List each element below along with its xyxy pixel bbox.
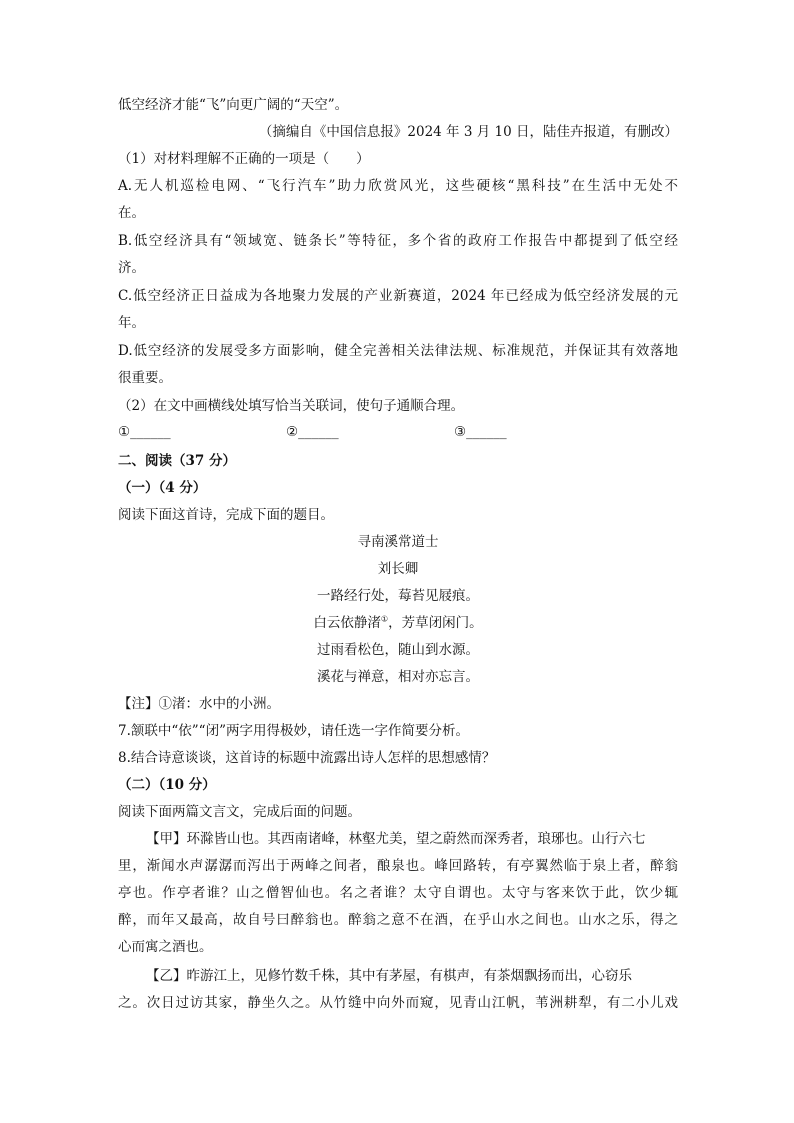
option-b-line1: B.低空经济具有“领域宽、链条长”等特征，多个省的政府工作报告中都提到了低空经 <box>118 233 678 249</box>
passage-jia-line2: 里，渐闻水声潺潺而泻出于两峰之间者，酿泉也。峰回路转，有亭翼然临于泉上者，醉翁 <box>118 858 678 874</box>
poem-line-4: 溪花与禅意，相对亦忘言。 <box>317 669 479 685</box>
poem-line-3: 过雨看松色，随山到水源。 <box>317 642 479 658</box>
blank-3: ③______ <box>454 424 507 440</box>
poem-line-2a: 白云依静渚 <box>313 615 381 631</box>
poem-author: 刘长卿 <box>377 561 419 577</box>
part-1-heading: （一）（4 分） <box>118 480 207 496</box>
passage-jia-line4: 醉，而年又最高，故自号曰醉翁也。醉翁之意不在酒，在乎山水之间也。山水之乐，得之 <box>118 912 678 928</box>
blank-2: ②______ <box>286 424 339 440</box>
intro-tail: 低空经济才能“飞”向更广阔的“天空”。 <box>118 97 349 113</box>
footnote-mark: ① <box>380 614 389 624</box>
poem-line-2 <box>118 614 678 632</box>
prose-instruction: 阅读下面两篇文言文，完成后面的问题。 <box>118 804 361 820</box>
question-7: 7.颔联中“依”“闭”两字用得极妙，请任选一字作简要分析。 <box>118 723 469 739</box>
passage-jia-line3: 亭也。作亭者谁？山之僧智仙也。名之者谁？太守自谓也。太守与客来饮于此，饮少辄 <box>118 885 678 901</box>
poem-title: 寻南溪常道士 <box>357 534 439 550</box>
blank-1: ①______ <box>118 424 171 440</box>
option-d-line2: 很重要。 <box>118 370 172 386</box>
section-2-title: 二、阅读（37 分） <box>118 453 236 469</box>
option-c-line2: 年。 <box>118 315 145 331</box>
option-b-line2: 济。 <box>118 260 145 276</box>
part-2-heading: （二）（10 分） <box>118 777 216 793</box>
poem-instruction: 阅读下面这首诗，完成下面的题目。 <box>118 507 334 523</box>
question-8: 8.结合诗意谈谈，这首诗的标题中流露出诗人怎样的思想感情？ <box>118 750 496 766</box>
option-a-line1: A.无人机巡检电网、“飞行汽车”助力欣赏风光，这些硬核“黑科技”在生活中无处不 <box>118 178 678 194</box>
option-c-line1: C.低空经济正日益成为各地聚力发展的产业新赛道，2024 年已经成为低空经济发展的元 <box>118 288 678 304</box>
poem-line-2b: ，芳草闭闲门。 <box>388 615 483 631</box>
poem-note: 【注】①渚：水中的小洲。 <box>118 696 280 712</box>
passage-jia-line1: 【甲】环滁皆山也。其西南诸峰，林壑尤美，望之蔚然而深秀者，琅琊也。山行六七 <box>146 831 646 847</box>
question-1-stem: （1）对材料理解不正确的一项是（ ） <box>118 151 370 167</box>
passage-jia-line5: 心而寓之酒也。 <box>118 939 213 955</box>
blank-row <box>118 424 678 444</box>
question-2-stem: （2）在文中画横线处填写恰当关联词，使句子通顺合理。 <box>118 398 465 414</box>
passage-yi-line1: 【乙】昨游江上，见修竹数千株，其中有茅屋，有棋声，有茶烟飘扬而出，心窃乐 <box>146 968 632 984</box>
passage-yi-line2: 之。次日过访其家，静坐久之。从竹缝中向外而窥，见青山江帆，苇洲耕犁，有二小儿戏 <box>118 995 678 1011</box>
option-d-line1: D.低空经济的发展受多方面影响，健全完善相关法律法规、标准规范，并保证其有效落地 <box>118 343 678 359</box>
poem-line-1: 一路经行处，莓苔见屐痕。 <box>317 588 479 604</box>
option-a-line2: 在。 <box>118 205 145 221</box>
source-citation: （摘编自《中国信息报》2024 年 3 月 10 日，陆佳卉报道，有删改） <box>258 124 678 140</box>
